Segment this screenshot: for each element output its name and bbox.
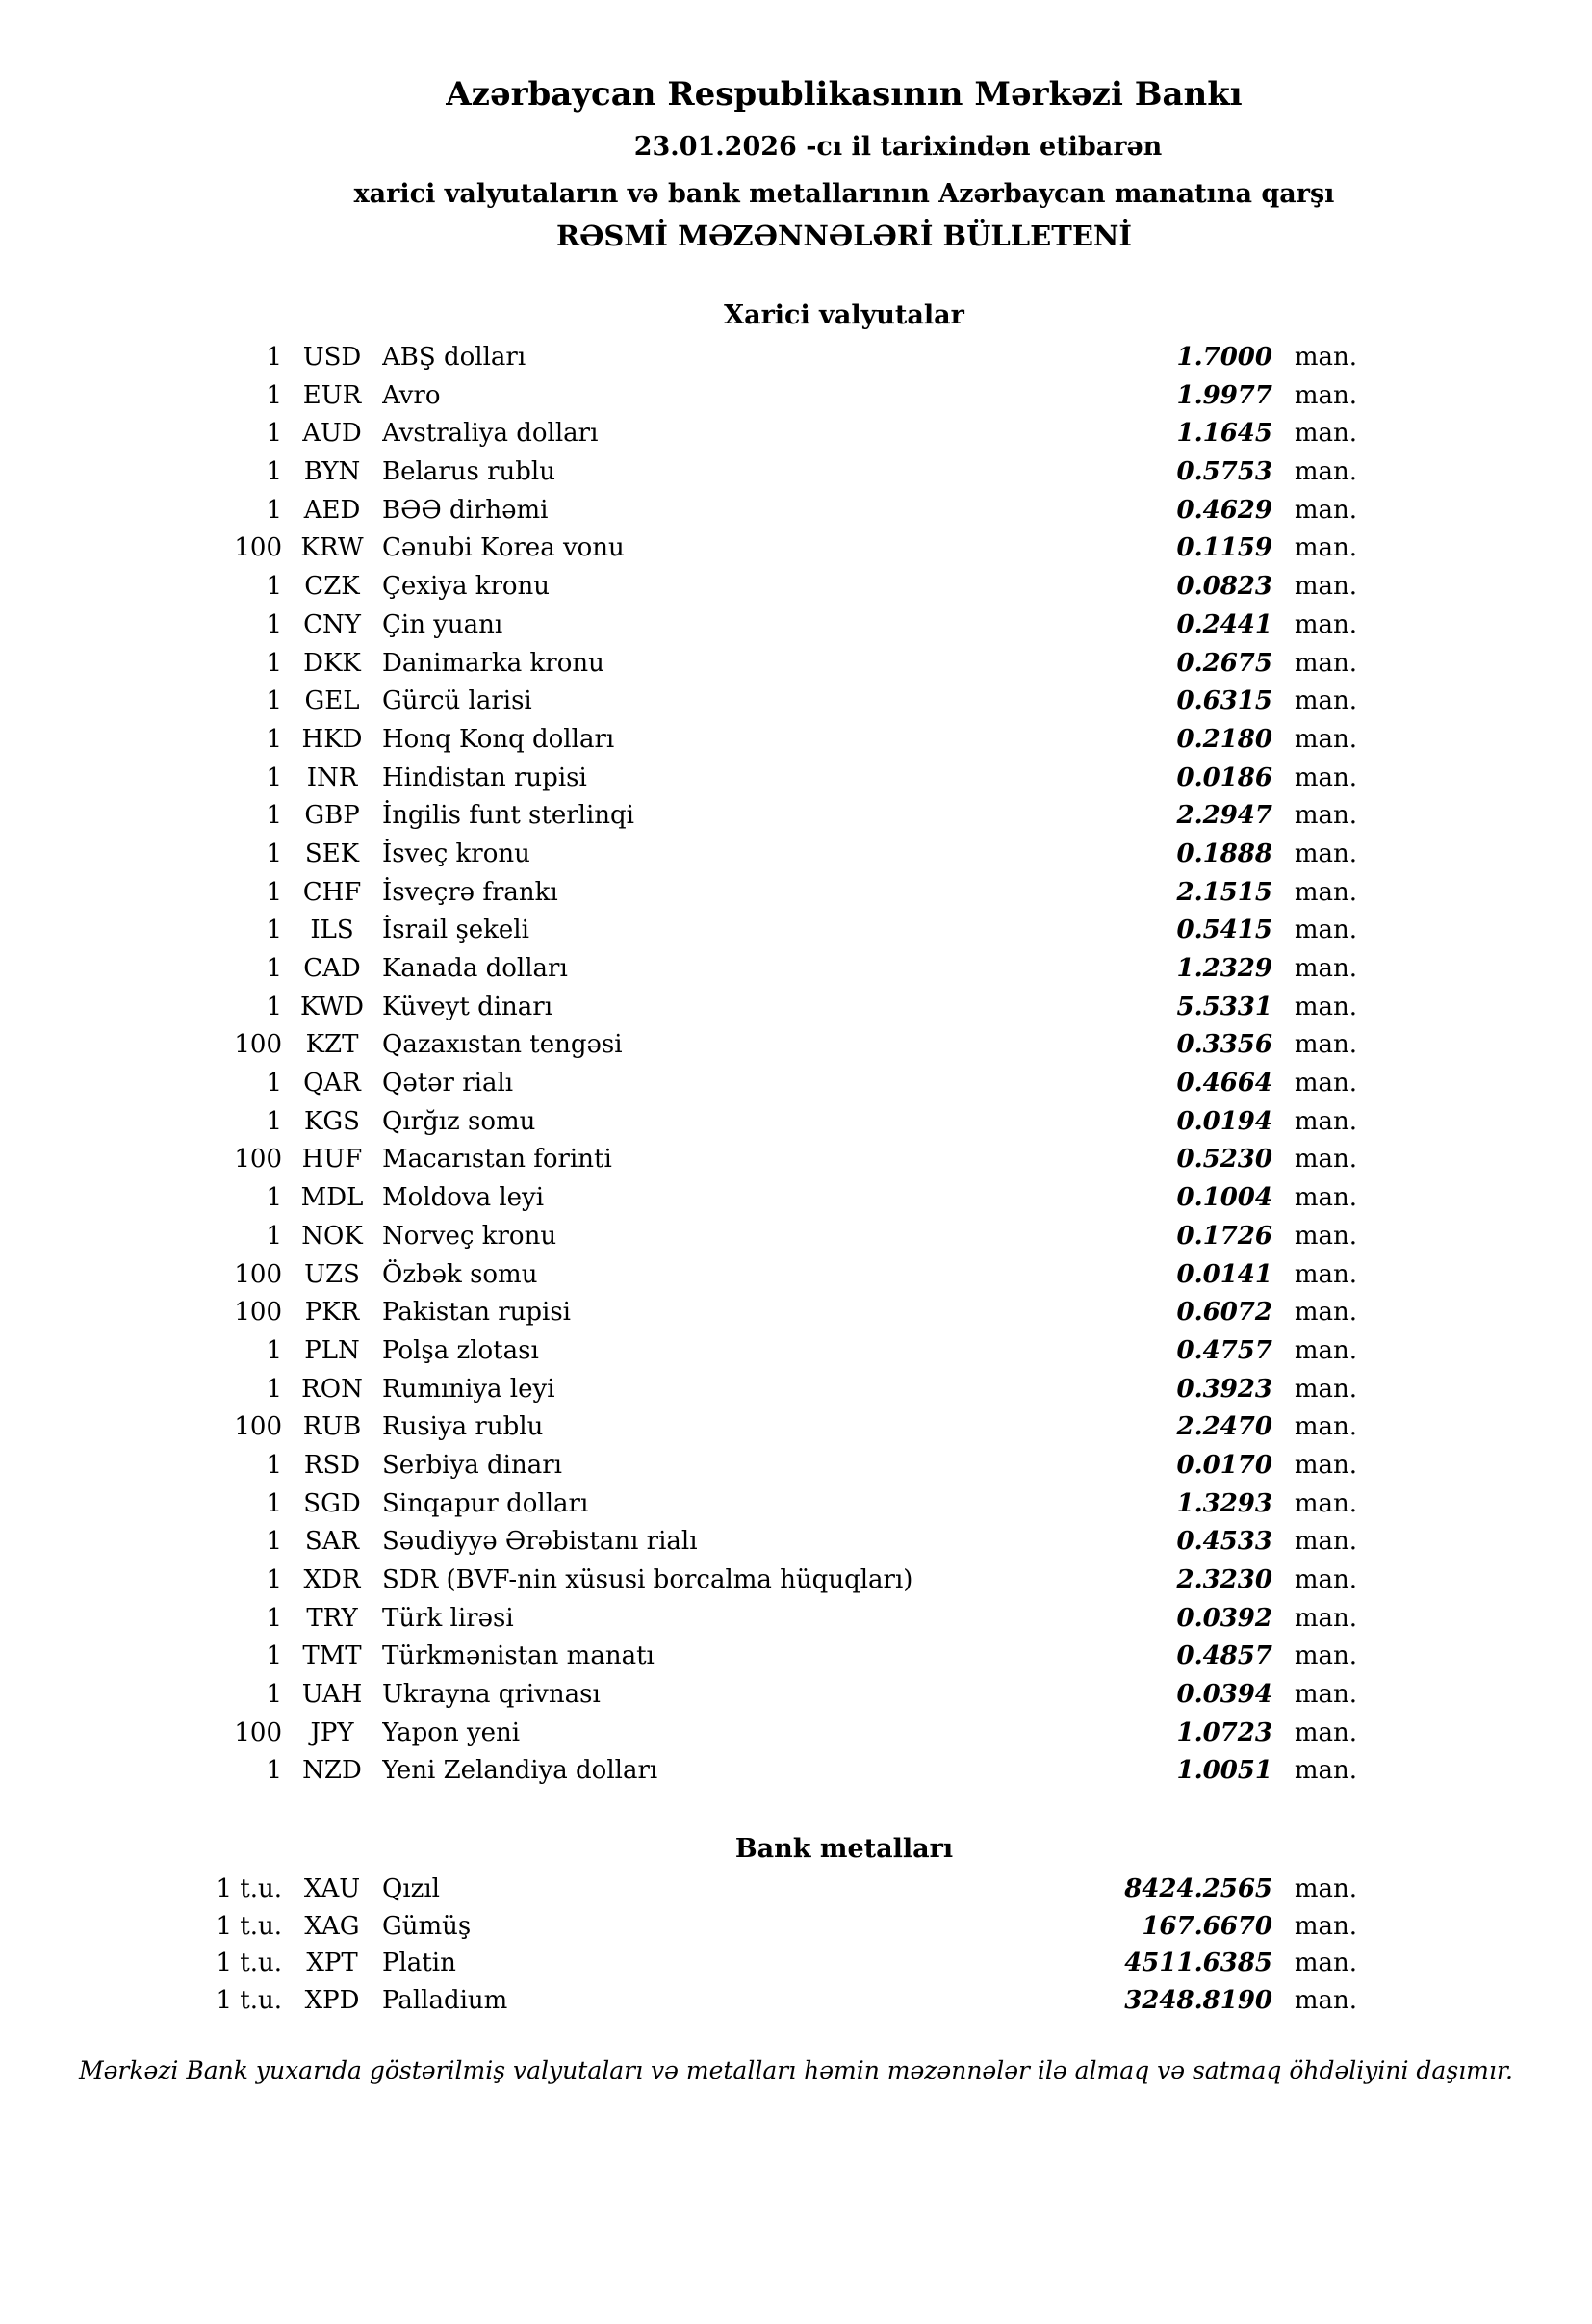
currency-name-cell: ABŞ dolları (382, 343, 526, 372)
unit-cell: man. (1294, 609, 1357, 639)
quantity-cell: 100 (234, 1030, 282, 1060)
currency-name-cell: Türkmənistan manatı (382, 1641, 655, 1671)
currency-row (159, 1371, 1357, 1409)
currency-row (159, 1676, 1357, 1715)
currency-code-cell: KZT (305, 1030, 359, 1060)
unit-cell: man. (1294, 762, 1357, 792)
rate-cell: 1.2329 (1176, 954, 1272, 983)
currency-code-cell: TRY (306, 1603, 358, 1633)
rate-cell: 5.5331 (1176, 992, 1272, 1021)
unit-cell: man. (1294, 1565, 1357, 1594)
rate-cell: 1.3293 (1176, 1488, 1272, 1518)
currency-code-cell: USD (302, 343, 362, 372)
currency-code-cell: INR (306, 762, 358, 792)
quantity-cell: 1 (266, 877, 282, 907)
currency-row (159, 1600, 1357, 1639)
currency-code-cell: MDL (300, 1183, 364, 1213)
currency-code-cell: QAR (303, 1069, 361, 1098)
currency-code-cell: DKK (303, 648, 361, 678)
rate-cell: 0.1004 (1176, 1183, 1272, 1213)
currency-code-cell: XPD (304, 1985, 360, 2015)
unit-cell: man. (1294, 1069, 1357, 1098)
rate-cell: 0.0823 (1176, 572, 1272, 602)
unit-cell: man. (1294, 1603, 1357, 1633)
currency-code-cell: PLN (304, 1335, 360, 1365)
rate-cell: 0.4857 (1176, 1641, 1272, 1671)
rate-cell: 2.1515 (1176, 877, 1272, 907)
rate-cell: 1.0723 (1176, 1717, 1272, 1747)
currency-row (159, 721, 1357, 760)
quantity-cell: 1 (266, 457, 282, 487)
quantity-cell: 100 (234, 1412, 282, 1442)
currency-row (159, 683, 1357, 721)
unit-cell: man. (1294, 686, 1357, 716)
unit-cell: man. (1294, 1488, 1357, 1518)
quantity-cell: 1 (266, 1221, 282, 1251)
unit-cell: man. (1294, 992, 1357, 1021)
currency-code-cell: KWD (299, 992, 365, 1021)
subject-line: xarici valyutaların və bank metallarının Azərbaycan manatına qarşı (353, 179, 1335, 209)
unit-cell: man. (1294, 1183, 1357, 1213)
currency-name-cell: Honq Konq dolları (382, 724, 615, 754)
quantity-cell: 1 (266, 609, 282, 639)
currency-row (159, 1523, 1357, 1562)
currencies-section-title: Xarici valyutalar (724, 300, 964, 330)
unit-cell: man. (1294, 1527, 1357, 1557)
currency-name-cell: Belarus rublu (382, 457, 555, 487)
unit-cell: man. (1294, 1949, 1357, 1978)
rate-cell: 0.0394 (1176, 1680, 1272, 1710)
currency-code-cell: UZS (304, 1259, 360, 1289)
currency-name-cell: İngilis funt sterlinqi (382, 801, 634, 831)
currency-code-cell: XAU (303, 1874, 361, 1904)
rate-cell: 0.2180 (1176, 724, 1272, 754)
currency-name-cell: İsveç kronu (382, 839, 530, 868)
quantity-cell: 1 (266, 380, 282, 410)
currency-code-cell: TMT (302, 1641, 362, 1671)
quantity-cell: 1 (266, 1756, 282, 1786)
rate-cell: 0.0141 (1176, 1259, 1272, 1289)
currency-row (159, 1218, 1357, 1256)
metal-row (159, 1982, 1357, 2020)
bulletin-header (96, 73, 1592, 332)
currency-code-cell: EUR (302, 380, 362, 410)
currency-name-cell: Sinqapur dolları (382, 1488, 589, 1518)
quantity-cell: 1 (266, 1335, 282, 1365)
currency-code-cell: XPT (306, 1949, 358, 1978)
quantity-cell: 1 (266, 762, 282, 792)
currency-name-cell: Qətər rialı (382, 1069, 514, 1098)
quantity-cell: 1 (266, 686, 282, 716)
currency-row (159, 529, 1357, 568)
currency-row (159, 1715, 1357, 1753)
currency-row (159, 1408, 1357, 1447)
quantity-cell: 1 (266, 839, 282, 868)
unit-cell: man. (1294, 1756, 1357, 1786)
rate-cell: 0.2441 (1176, 609, 1272, 639)
currency-row (159, 415, 1357, 453)
rate-cell: 0.5415 (1176, 916, 1272, 945)
quantity-cell: 1 (266, 1374, 282, 1404)
currency-name-cell: Norveç kronu (382, 1221, 557, 1251)
currency-name-cell: Gümüş (382, 1911, 472, 1941)
unit-cell: man. (1294, 801, 1357, 831)
currency-code-cell: XAG (304, 1911, 360, 1941)
unit-cell: man. (1294, 1450, 1357, 1480)
quantity-cell: 1 t.u. (216, 1949, 282, 1978)
quantity-cell: 1 (266, 992, 282, 1021)
currency-name-cell: Serbiya dinarı (382, 1450, 562, 1480)
currency-code-cell: SAR (304, 1527, 360, 1557)
rate-cell: 0.2675 (1176, 648, 1272, 678)
unit-cell: man. (1294, 1641, 1357, 1671)
rate-cell: 0.6315 (1176, 686, 1272, 716)
currency-row (159, 1294, 1357, 1332)
unit-cell: man. (1294, 724, 1357, 754)
currency-code-cell: UAH (301, 1680, 363, 1710)
quantity-cell: 1 (266, 343, 282, 372)
unit-cell: man. (1294, 916, 1357, 945)
currency-code-cell: XDR (303, 1565, 361, 1594)
quantity-cell: 1 (266, 648, 282, 678)
rate-cell: 2.2470 (1176, 1412, 1272, 1442)
metals-table (159, 1871, 1357, 2019)
currency-name-cell: Avstraliya dolları (382, 419, 599, 449)
unit-cell: man. (1294, 572, 1357, 602)
quantity-cell: 1 t.u. (216, 1911, 282, 1941)
unit-cell: man. (1294, 533, 1357, 563)
rate-cell: 0.5753 (1176, 457, 1272, 487)
rate-cell: 1.1645 (1176, 419, 1272, 449)
unit-cell: man. (1294, 380, 1357, 410)
currency-row (159, 645, 1357, 684)
currency-row (159, 339, 1357, 377)
rate-cell: 8424.2565 (1124, 1874, 1272, 1904)
currency-row (159, 1485, 1357, 1524)
unit-cell: man. (1294, 1717, 1357, 1747)
unit-cell: man. (1294, 1221, 1357, 1251)
unit-cell: man. (1294, 1106, 1357, 1136)
rate-cell: 0.4629 (1176, 495, 1272, 525)
quantity-cell: 1 (266, 495, 282, 525)
quantity-cell: 100 (234, 1298, 282, 1328)
currency-row (159, 1103, 1357, 1142)
currency-name-cell: SDR (BVF-nin xüsusi borcalma hüquqları) (382, 1565, 913, 1594)
currency-row (159, 1065, 1357, 1103)
currency-code-cell: RUB (302, 1412, 362, 1442)
unit-cell: man. (1294, 1335, 1357, 1365)
rate-cell: 1.9977 (1176, 380, 1272, 410)
unit-cell: man. (1294, 495, 1357, 525)
currency-name-cell: Səudiyyə Ərəbistanı rialı (382, 1527, 698, 1557)
currency-code-cell: ILS (310, 916, 354, 945)
currency-code-cell: CZK (304, 572, 360, 602)
quantity-cell: 1 (266, 954, 282, 983)
quantity-cell: 1 (266, 1565, 282, 1594)
currency-code-cell: HUF (301, 1145, 363, 1175)
footer-note: Mərkəzi Bank yuxarıda göstərilmiş valyutaları və metalları həmin məzənnələr ilə almaq və satmaq öhdəliyini daşımır. (78, 2056, 1514, 2085)
rate-cell: 0.4664 (1176, 1069, 1272, 1098)
currency-code-cell: CHF (302, 877, 362, 907)
currency-name-cell: Yeni Zelandiya dolları (382, 1756, 658, 1786)
currency-row (159, 836, 1357, 874)
currency-code-cell: JPY (310, 1717, 354, 1747)
quantity-cell: 100 (234, 1717, 282, 1747)
quantity-cell: 1 (266, 1106, 282, 1136)
unit-cell: man. (1294, 1911, 1357, 1941)
quantity-cell: 1 (266, 801, 282, 831)
currency-name-cell: Yapon yeni (382, 1717, 521, 1747)
currency-name-cell: Qızıl (382, 1874, 440, 1904)
rate-cell: 0.0392 (1176, 1603, 1272, 1633)
currency-row (159, 989, 1357, 1027)
currency-name-cell: Avro (382, 380, 441, 410)
currency-row (159, 950, 1357, 989)
currencies-table (159, 339, 1357, 1791)
metal-row (159, 1871, 1357, 1908)
currency-row (159, 1179, 1357, 1218)
currency-code-cell: KRW (300, 533, 364, 563)
bank-name-title: Azərbaycan Respublikasının Mərkəzi Bankı (446, 75, 1243, 114)
currency-code-cell: AUD (302, 419, 362, 449)
currency-row (159, 1447, 1357, 1485)
currency-code-cell: GEL (304, 686, 360, 716)
quantity-cell: 1 (266, 1603, 282, 1633)
currency-name-cell: Ukrayna qrivnası (382, 1680, 601, 1710)
unit-cell: man. (1294, 648, 1357, 678)
currency-name-cell: Kanada dolları (382, 954, 568, 983)
quantity-cell: 1 (266, 916, 282, 945)
quantity-cell: 1 (266, 1069, 282, 1098)
currency-row (159, 1562, 1357, 1600)
unit-cell: man. (1294, 457, 1357, 487)
unit-cell: man. (1294, 1145, 1357, 1175)
rate-cell: 0.1726 (1176, 1221, 1272, 1251)
currency-row (159, 1256, 1357, 1295)
unit-cell: man. (1294, 1680, 1357, 1710)
currency-name-cell: Qazaxıstan tengəsi (382, 1030, 623, 1060)
rate-cell: 0.0186 (1176, 762, 1272, 792)
currency-row (159, 607, 1357, 645)
quantity-cell: 1 t.u. (216, 1874, 282, 1904)
currency-code-cell: KGS (303, 1106, 360, 1136)
currency-name-cell: Pakistan rupisi (382, 1298, 571, 1328)
quantity-cell: 1 (266, 419, 282, 449)
unit-cell: man. (1294, 419, 1357, 449)
currency-code-cell: SEK (304, 839, 360, 868)
quantity-cell: 1 (266, 1680, 282, 1710)
currency-name-cell: İsveçrə frankı (382, 877, 558, 907)
currency-name-cell: Polşa zlotası (382, 1335, 539, 1365)
quantity-cell: 1 (266, 572, 282, 602)
quantity-cell: 100 (234, 1259, 282, 1289)
quantity-cell: 1 t.u. (216, 1985, 282, 2015)
currency-row (159, 568, 1357, 607)
currency-name-cell: Qırğız somu (382, 1106, 536, 1136)
effective-date-line: 23.01.2026 -cı il tarixindən etibarən (633, 132, 1163, 162)
currency-name-cell: Türk lirəsi (382, 1603, 514, 1633)
currency-row (159, 797, 1357, 836)
bulletin-title: RƏSMİ MƏZƏNNƏLƏRİ BÜLLETENİ (556, 219, 1132, 252)
currency-code-cell: CNY (303, 609, 361, 639)
quantity-cell: 1 (266, 1527, 282, 1557)
metals-section-title: Bank metalları (734, 1834, 954, 1865)
metal-row (159, 1945, 1357, 1982)
rate-cell: 0.0194 (1176, 1106, 1272, 1136)
currency-name-cell: BƏƏ dirhəmi (382, 495, 549, 525)
currency-name-cell: Çexiya kronu (382, 572, 551, 602)
rate-cell: 1.7000 (1176, 343, 1272, 372)
unit-cell: man. (1294, 343, 1357, 372)
currency-row (159, 874, 1357, 913)
currency-code-cell: NOK (301, 1221, 363, 1251)
quantity-cell: 1 (266, 1183, 282, 1213)
currency-row (159, 492, 1357, 530)
quantity-cell: 1 (266, 1641, 282, 1671)
currency-row (159, 1638, 1357, 1676)
quantity-cell: 1 (266, 1488, 282, 1518)
rate-cell: 0.1888 (1176, 839, 1272, 868)
rate-cell: 3248.8190 (1124, 1985, 1272, 2015)
unit-cell: man. (1294, 1874, 1357, 1904)
rate-cell: 4511.6385 (1124, 1949, 1272, 1978)
rate-cell: 167.6670 (1142, 1911, 1272, 1941)
currency-code-cell: SGD (303, 1488, 361, 1518)
currency-row (159, 1141, 1357, 1179)
unit-cell: man. (1294, 1412, 1357, 1442)
currency-name-cell: Danimarka kronu (382, 648, 604, 678)
unit-cell: man. (1294, 877, 1357, 907)
unit-cell: man. (1294, 839, 1357, 868)
currency-name-cell: Platin (382, 1949, 456, 1978)
currency-row (159, 377, 1357, 416)
metals-header (96, 1833, 1592, 1866)
unit-cell: man. (1294, 1030, 1357, 1060)
currency-name-cell: Küveyt dinarı (382, 992, 553, 1021)
rate-cell: 0.6072 (1176, 1298, 1272, 1328)
unit-cell: man. (1294, 954, 1357, 983)
currency-row (159, 453, 1357, 492)
currency-code-cell: RSD (303, 1450, 361, 1480)
metal-row (159, 1908, 1357, 1946)
currency-code-cell: HKD (301, 724, 363, 754)
rate-cell: 2.2947 (1176, 801, 1272, 831)
currency-code-cell: BYN (303, 457, 361, 487)
rate-cell: 0.0170 (1176, 1450, 1272, 1480)
rate-cell: 2.3230 (1176, 1565, 1272, 1594)
rate-cell: 0.4533 (1176, 1527, 1272, 1557)
currency-code-cell: GBP (304, 801, 360, 831)
currency-code-cell: AED (303, 495, 361, 525)
quantity-cell: 100 (234, 533, 282, 563)
currency-name-cell: İsrail şekeli (382, 916, 529, 945)
currency-row (159, 1332, 1357, 1371)
unit-cell: man. (1294, 1985, 1357, 2015)
currency-row (159, 760, 1357, 798)
currency-name-cell: Macarıstan forinti (382, 1145, 612, 1175)
rate-cell: 0.1159 (1176, 533, 1272, 563)
currency-name-cell: Gürcü larisi (382, 686, 532, 716)
quantity-cell: 1 (266, 1450, 282, 1480)
quantity-cell: 100 (234, 1145, 282, 1175)
currency-name-cell: Çin yuanı (382, 609, 503, 639)
currency-code-cell: CAD (303, 954, 361, 983)
unit-cell: man. (1294, 1374, 1357, 1404)
currency-name-cell: Hindistan rupisi (382, 762, 587, 792)
rate-cell: 1.0051 (1176, 1756, 1272, 1786)
unit-cell: man. (1294, 1298, 1357, 1328)
unit-cell: man. (1294, 1259, 1357, 1289)
currency-code-cell: PKR (304, 1298, 360, 1328)
currency-row (159, 1026, 1357, 1065)
currency-name-cell: Cənubi Korea vonu (382, 533, 625, 563)
currency-name-cell: Palladium (382, 1985, 508, 2015)
currency-row (159, 912, 1357, 950)
rate-cell: 0.4757 (1176, 1335, 1272, 1365)
currency-code-cell: NZD (302, 1756, 362, 1786)
currency-name-cell: Rusiya rublu (382, 1412, 544, 1442)
currency-row (159, 1752, 1357, 1791)
quantity-cell: 1 (266, 724, 282, 754)
bulletin-page (0, 73, 1592, 2324)
rate-cell: 0.5230 (1176, 1145, 1272, 1175)
rate-cell: 0.3356 (1176, 1030, 1272, 1060)
currency-name-cell: Özbək somu (382, 1259, 538, 1289)
currency-name-cell: Rumıniya leyi (382, 1374, 555, 1404)
rate-cell: 0.3923 (1176, 1374, 1272, 1404)
currency-name-cell: Moldova leyi (382, 1183, 545, 1213)
currency-code-cell: RON (301, 1374, 363, 1404)
